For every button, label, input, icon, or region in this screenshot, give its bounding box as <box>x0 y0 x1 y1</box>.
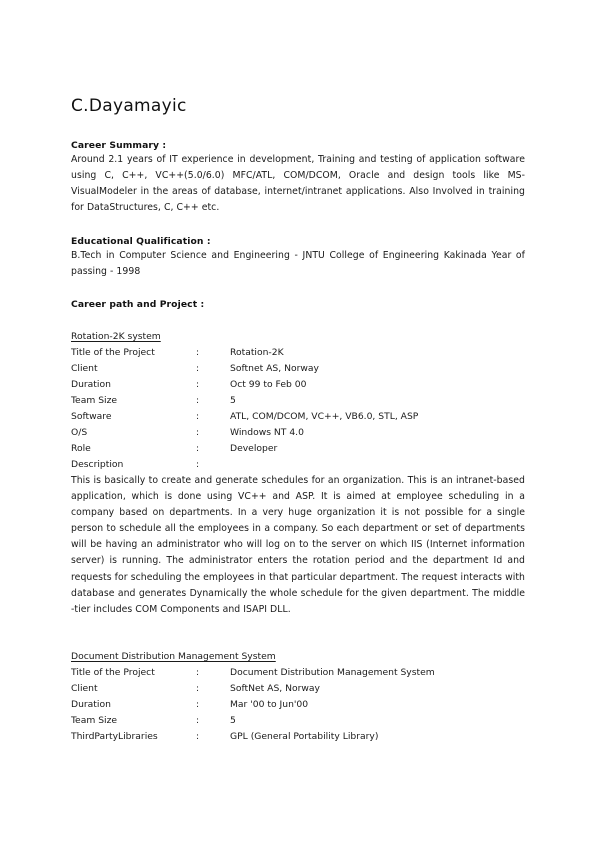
field-separator: : <box>196 699 200 710</box>
field-separator: : <box>196 443 200 454</box>
field-separator: : <box>196 731 200 742</box>
field-row-title <box>71 345 531 361</box>
field-row-os <box>71 425 531 441</box>
project-1-fields <box>71 345 531 473</box>
field-label: Title of the Project <box>71 347 155 358</box>
field-label: ThirdPartyLibraries <box>71 731 158 742</box>
field-row-duration <box>71 697 531 713</box>
field-row-description <box>71 457 531 473</box>
field-row-duration <box>71 377 531 393</box>
field-separator: : <box>196 427 200 438</box>
education-text: B.Tech in Computer Science and Engineering - JNTU College of Engineering Kakinada Year of passing - 1998 <box>71 250 525 278</box>
field-value: Developer <box>230 443 278 454</box>
field-value: Softnet AS, Norway <box>230 363 319 374</box>
field-label: Team Size <box>71 715 118 726</box>
project-1-title: Rotation-2K system <box>71 331 161 342</box>
field-value: Windows NT 4.0 <box>230 427 304 438</box>
field-label: Team Size <box>71 395 118 406</box>
field-row-third-party-libraries <box>71 729 531 745</box>
project-2-fields <box>71 665 531 745</box>
career-summary-text: Around 2.1 years of IT experience in development, Training and testing of application software using C, C++, VC++(5.0/6.0) MFC/ATL, COM/DCOM, Oracle and design tools like MS-VisualModeler in the areas of database, internet/intranet applications. Also Involved in training for DataStructures, C, C++ etc. <box>71 154 525 214</box>
career-summary-heading: Career Summary : <box>71 140 167 151</box>
field-label: O/S <box>71 427 88 438</box>
field-value: Rotation-2K <box>230 347 284 358</box>
field-separator: : <box>196 347 200 358</box>
field-row-team-size <box>71 713 531 729</box>
field-label: Role <box>71 443 91 454</box>
field-separator: : <box>196 459 200 470</box>
project-1-description: This is basically to create and generate schedules for an organization. This is an intranet-based application, which is done using VC++ and ASP. It is aimed at employee scheduling in a company based on departments. In a very huge organization it is not possible for a single person to schedule all the employees in a company. So each department or set of departments will be having an administrator who will log on to the server on which IIS (Internet information server) is running. The administrator enters the rotation period and the department Id and requests for scheduling the employees in that particular department. The request interacts with database and generates Dynamically the whole schedule for the given department. The middle -tier includes COM Components and ISAPI DLL. <box>71 475 525 615</box>
field-label: Duration <box>71 699 111 710</box>
field-row-client <box>71 361 531 377</box>
field-label: Client <box>71 363 98 374</box>
field-value: Oct 99 to Feb 00 <box>230 379 307 390</box>
field-label: Description <box>71 459 124 470</box>
field-label: Duration <box>71 379 111 390</box>
field-separator: : <box>196 683 200 694</box>
field-value: 5 <box>230 395 236 406</box>
field-label: Client <box>71 683 98 694</box>
education-heading: Educational Qualification : <box>71 236 211 247</box>
candidate-name: C.Dayamayic <box>71 96 187 116</box>
career-path-heading: Career path and Project : <box>71 299 205 310</box>
field-row-client <box>71 681 531 697</box>
project-2-title: Document Distribution Management System <box>71 651 276 662</box>
field-separator: : <box>196 411 200 422</box>
field-row-role <box>71 441 531 457</box>
field-row-software <box>71 409 531 425</box>
field-separator: : <box>196 395 200 406</box>
field-value: Mar '00 to Jun'00 <box>230 699 309 710</box>
field-value: Document Distribution Management System <box>230 667 435 678</box>
field-value: ATL, COM/DCOM, VC++, VB6.0, STL, ASP <box>230 411 419 422</box>
field-separator: : <box>196 363 200 374</box>
field-row-team-size <box>71 393 531 409</box>
field-row-title <box>71 665 531 681</box>
field-label: Title of the Project <box>71 667 155 678</box>
field-separator: : <box>196 667 200 678</box>
field-value: GPL (General Portability Library) <box>230 731 379 742</box>
field-value: SoftNet AS, Norway <box>230 683 320 694</box>
field-separator: : <box>196 715 200 726</box>
field-value: 5 <box>230 715 236 726</box>
field-label: Software <box>71 411 112 422</box>
field-separator: : <box>196 379 200 390</box>
